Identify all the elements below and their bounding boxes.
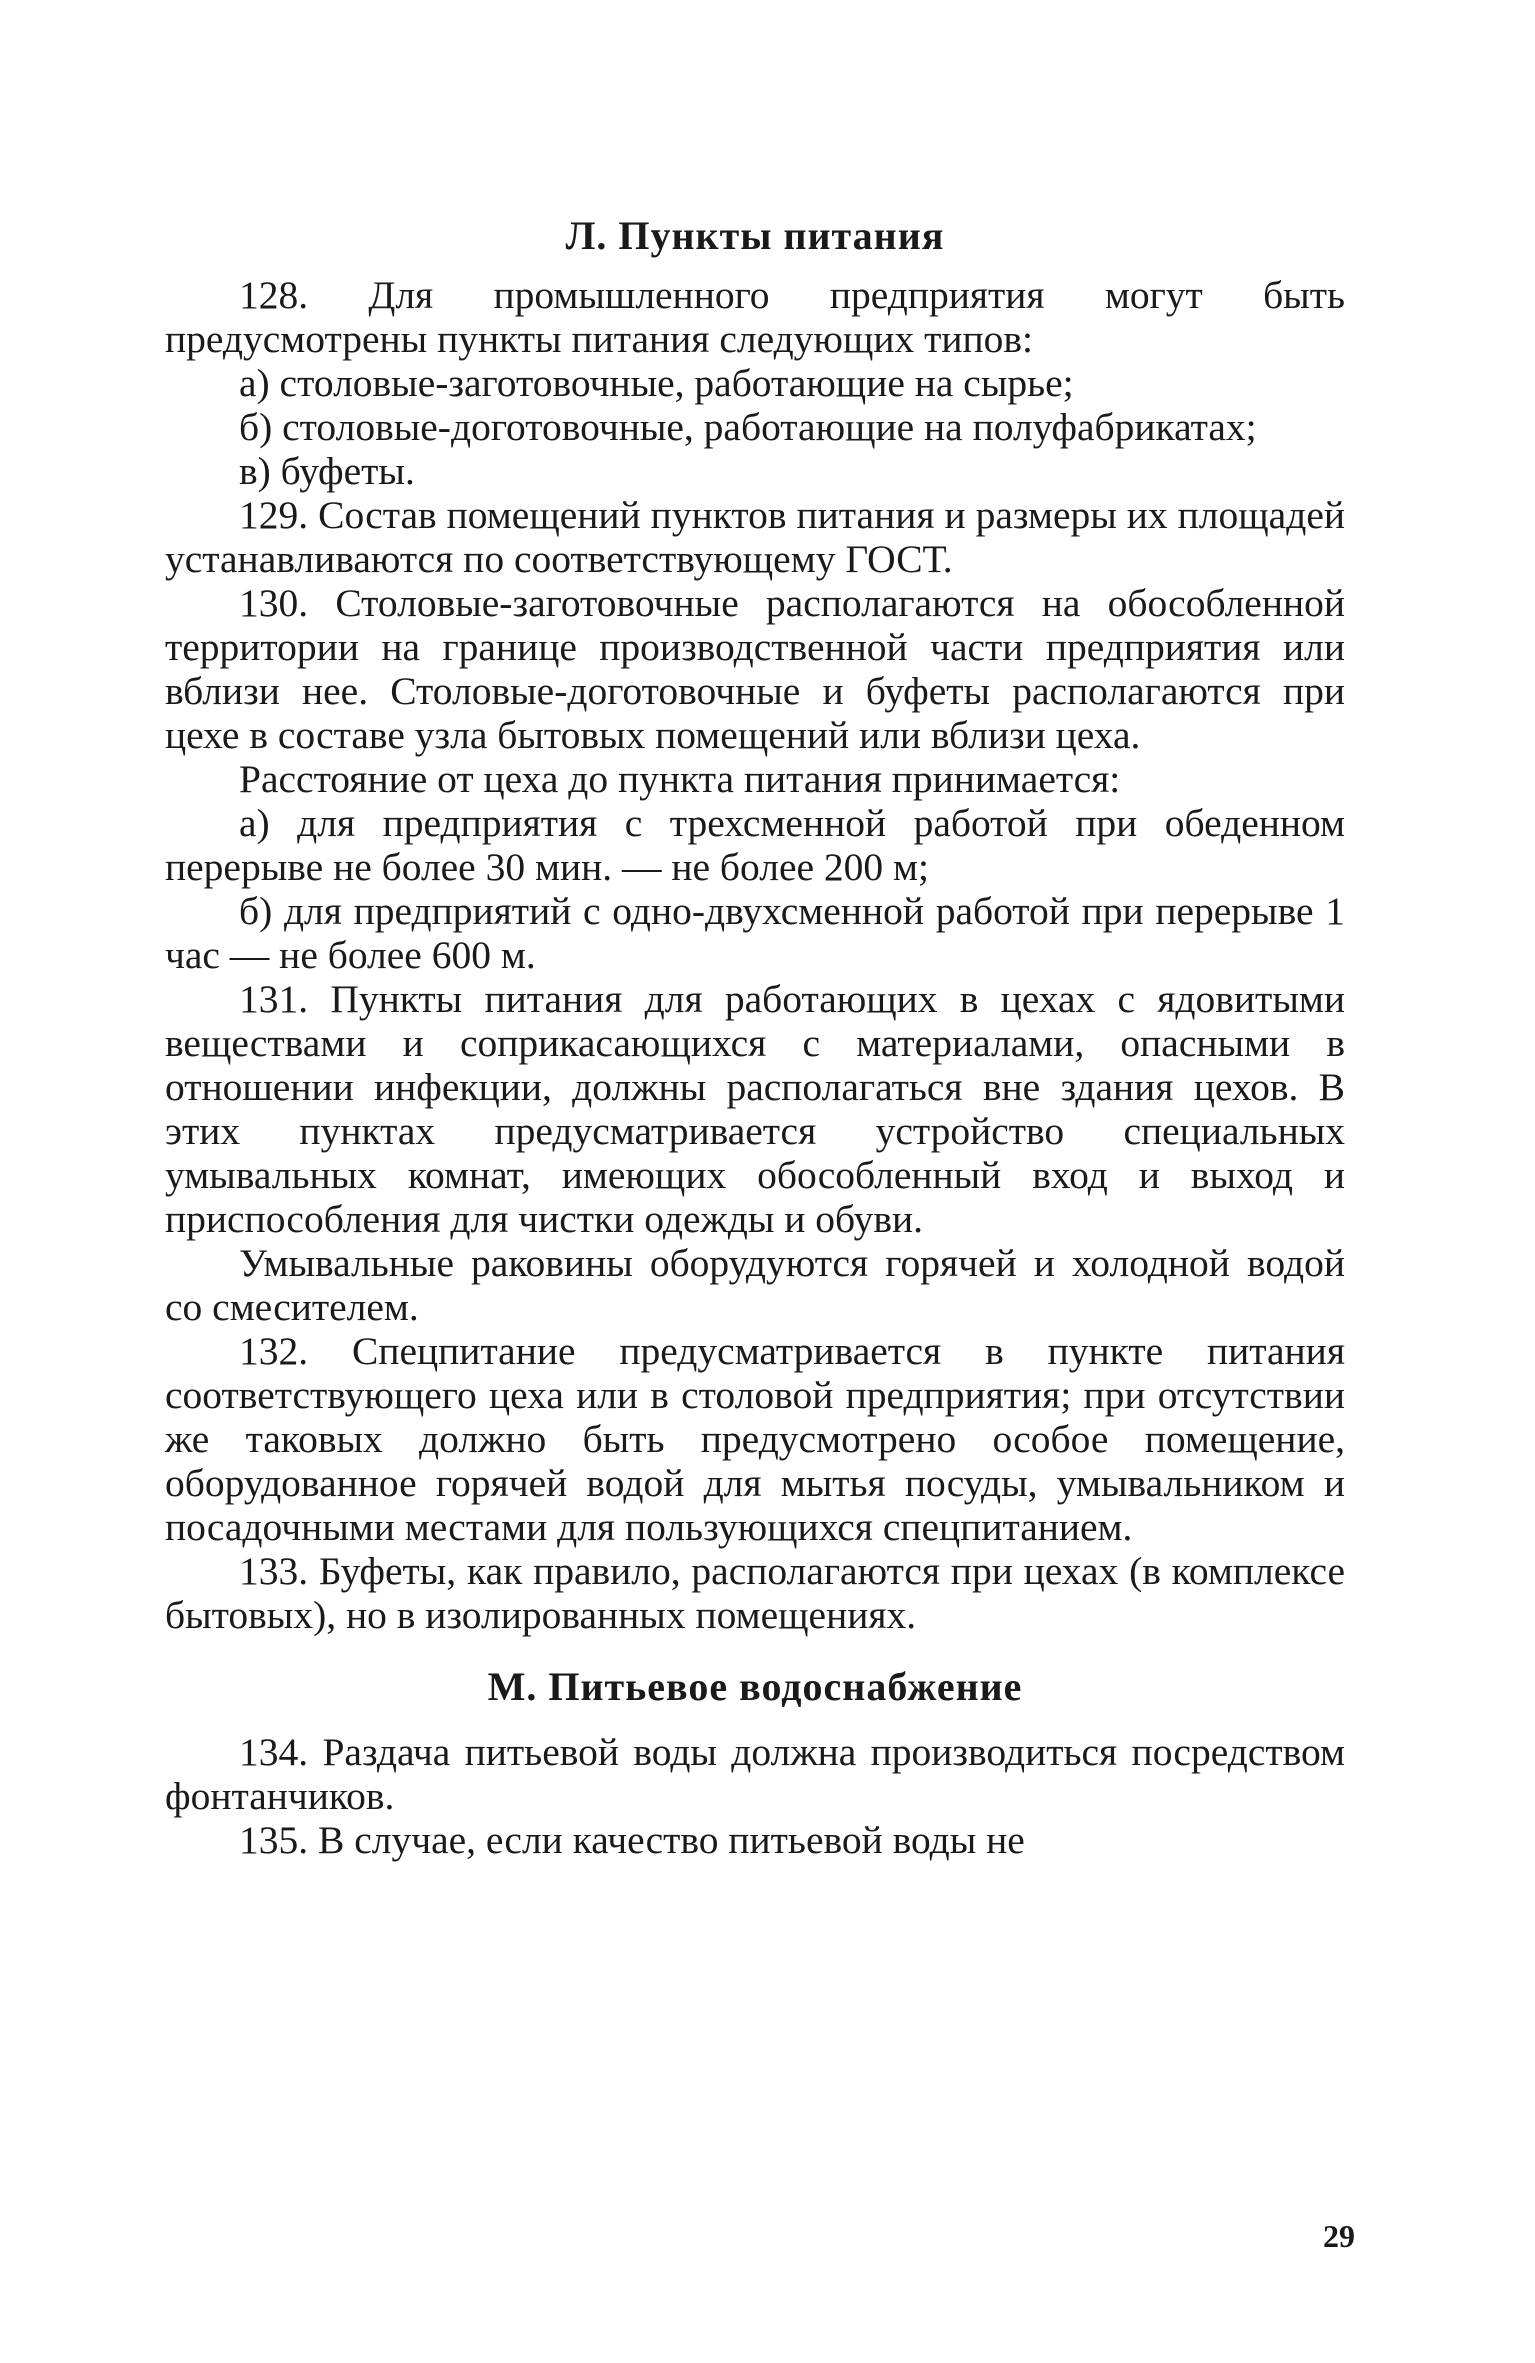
list-item-b-dogotovochnye: б) столовые-доготовочные, работающие на полуфабрикатах; bbox=[239, 405, 1257, 449]
page-number: 29 bbox=[1323, 2218, 1355, 2254]
paragraph-131: 131. Пункты питания для работающих в цехах с ядовитыми веществами и соприкасающихся с материалами, опасными в отношении инфекции, должны располагаться вне здания цехов. В этих пунктах предусматривается устройство специальных умывальных комнат, имеющих обособленный вход и выход и приспособления для чистки одежды и обуви. bbox=[165, 977, 1345, 1241]
paragraph-128: 128. Для промышленного предприятия могут быть предусмотрены пункты питания следующих типов: bbox=[165, 273, 1345, 361]
list-item-a-three-shift: а) для предприятия с трехсменной работой при обеденном перерыве не более 30 мин. — не более 200 м; bbox=[165, 801, 1345, 889]
paragraph-135: 135. В случае, если качество питьевой воды не bbox=[239, 1818, 1025, 1862]
list-item-b-one-two-shift: б) для предприятий с одно-двухсменной работой при перерыве 1 час — не более 600 м. bbox=[165, 889, 1345, 977]
paragraph-134: 134. Раздача питьевой воды должна производиться посредством фонтанчиков. bbox=[165, 1730, 1345, 1818]
paragraph-133: 133. Буфеты, как правило, располагаются при цехах (в комплексе бытовых), но в изолированных помещениях. bbox=[165, 1549, 1345, 1637]
list-item-v-bufety: в) буфеты. bbox=[239, 449, 415, 493]
paragraph-washbasins: Умывальные раковины оборудуются горячей и холодной водой со смесителем. bbox=[165, 1241, 1345, 1329]
section-l-title: Л. Пункты питания bbox=[565, 213, 945, 258]
page-body bbox=[165, 212, 1345, 1862]
section-m-title: М. Питьевое водоснабжение bbox=[487, 1664, 1023, 1709]
list-item-a-zagotovochnye: а) столовые-заготовочные, работающие на сырье; bbox=[239, 361, 1074, 405]
paragraph-129: 129. Состав помещений пунктов питания и размеры их площадей устанавливаются по соответствующему ГОСТ. bbox=[165, 493, 1345, 581]
paragraph-130: 130. Столовые-заготовочные располагаются на обособленной территории на границе производственной части предприятия или вблизи нее. Столовые-доготовочные и буфеты располагаются при цехе в составе узла бытовых помещений или вблизи цеха. bbox=[165, 581, 1345, 757]
paragraph-132: 132. Спецпитание предусматривается в пункте питания соответствующего цеха или в столовой предприятия; при отсутствии же таковых должно быть предусмотрено особое помещение, оборудованное горячей водой для мытья посуды, умывальником и посадочными местами для пользующихся спецпитанием. bbox=[165, 1329, 1345, 1549]
paragraph-distance: Расстояние от цеха до пункта питания принимается: bbox=[239, 757, 1121, 801]
